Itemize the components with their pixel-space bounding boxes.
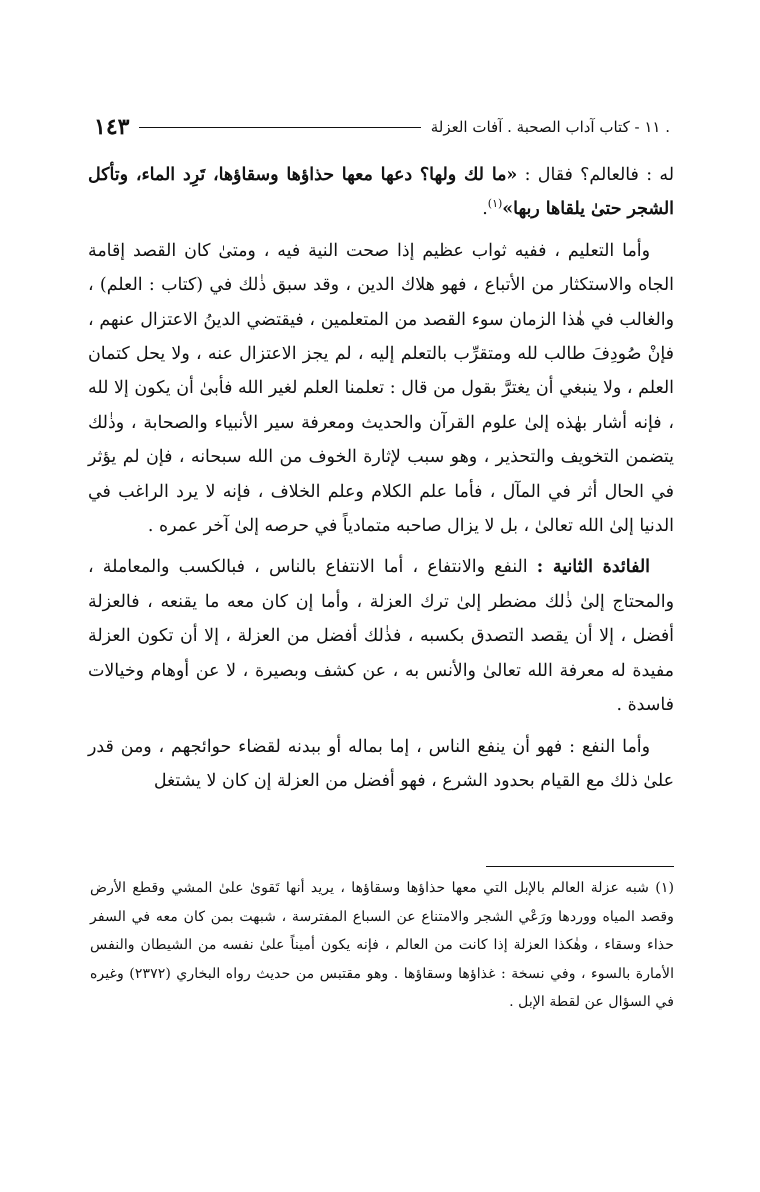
main-text xyxy=(88,158,674,805)
footnote-rule xyxy=(486,866,674,867)
footnote-1: (١) شبه عزلة العالم بالإبل التي معها حذاؤها وسقاؤها ، يريد أنها تَقوىٰ علىٰ المشي وقطع الأرض وقصد المياه ووردها ورَعْي الشجر والامتناع عن السباع المفترسة ، شبهت بمن كان معه في السفر حذاء وسقاء ، وهٰكذا العزلة إذا كانت من العالم ، فإنه يكون أميناً علىٰ نفسه من الشيطان والنفس الأمارة بالسوء ، وفي نسخة : غذاؤها وسقاؤها . وهو مقتبس من حديث رواه البخاري (٢٣٧٢) وغيره في السؤال عن لقطة الإبل . xyxy=(90,880,675,1010)
paragraph-3 xyxy=(88,550,674,722)
paragraph-1-intro: له : فالعالم؟ فقال : xyxy=(517,165,674,185)
footnote-ref-1[interactable]: (١) xyxy=(487,197,503,211)
paragraph-1-end: . xyxy=(482,199,488,220)
running-header xyxy=(94,112,670,142)
paragraph-4: وأما النفع : فهو أن ينفع الناس ، إما بماله أو ببدنه لقضاء حوائجهم ، ومن قدر علىٰ ذلك مع القيام بحدود الشرع ، فهو أفضل من العزلة إن كان لا يشتغل xyxy=(88,736,674,791)
paragraph-2: وأما التعليم ، ففيه ثواب عظيم إذا صحت النية فيه ، ومتىٰ كان القصد إقامة الجاه والاستكثار من الأتباع ، فهو هلاك الدين ، وقد سبق ذٰلك في (كتاب : العلم) ، والغالب في هٰذا الزمان سوء القصد من المتعلمين ، فيقتضي الدينُ الاعتزال عنهم ، فإنْ صُودِفَ طالب لله ومتقرِّب بالتعلم إليه ، لم يجز الاعتزال عنه ، ولا يحل كتمان العلم ، ولا ينبغي أن يغترَّ بقول من قال : تعلمنا العلم لغير الله فأبىٰ أن يكون إلا لله ، فإنه أشار بهٰذه إلىٰ علوم القرآن والحديث ومعرفة سير الأنبياء والصحابة ، وذٰلك يتضمن التخويف والتحذير ، وهو سبب لإثارة الخوف من الله سبحانه ، فإن لم يؤثر في الحال أثر في المآل ، فأما علم الكلام وعلم الخلاف ، فإنه لا يرد الراغب في الدنيا إلىٰ الله تعالىٰ ، بل لا يزال صاحبه متمادياً في حرصه إلىٰ آخر عمره . xyxy=(88,240,674,537)
paragraph-3-text: النفع والانتفاع ، أما الانتفاع بالناس ، فبالكسب والمعاملة ، والمحتاج إلىٰ ذٰلك مضطر إلىٰ ترك العزلة ، وأما إن كان معه ما يقنعه ، فالعزلة أفضل ، إلا أن يقصد التصدق بكسبه ، فذٰلك أفضل من العزلة ، إلا أن تكون العزلة مفيدة له معرفة الله تعالىٰ والأنس به ، عن كشف وبصيرة ، لا عن أوهام وخيالات فاسدة . xyxy=(88,557,674,716)
page-number: ١٤٣ xyxy=(94,114,130,140)
footnotes xyxy=(90,874,674,1017)
running-title: ١١ - كتاب آداب الصحبة . آفات العزلة . xyxy=(430,118,670,136)
paragraph-1 xyxy=(88,158,674,227)
hadith-quote: «ما لك ولها؟ دعها معها حذاؤها وسقاؤها، تَرِد الماء، وتأكل الشجر حتىٰ يلقاها ربها» xyxy=(88,165,674,220)
section-heading-benefit-two: الفائدة الثانية : xyxy=(536,557,650,578)
header-rule xyxy=(139,127,420,128)
